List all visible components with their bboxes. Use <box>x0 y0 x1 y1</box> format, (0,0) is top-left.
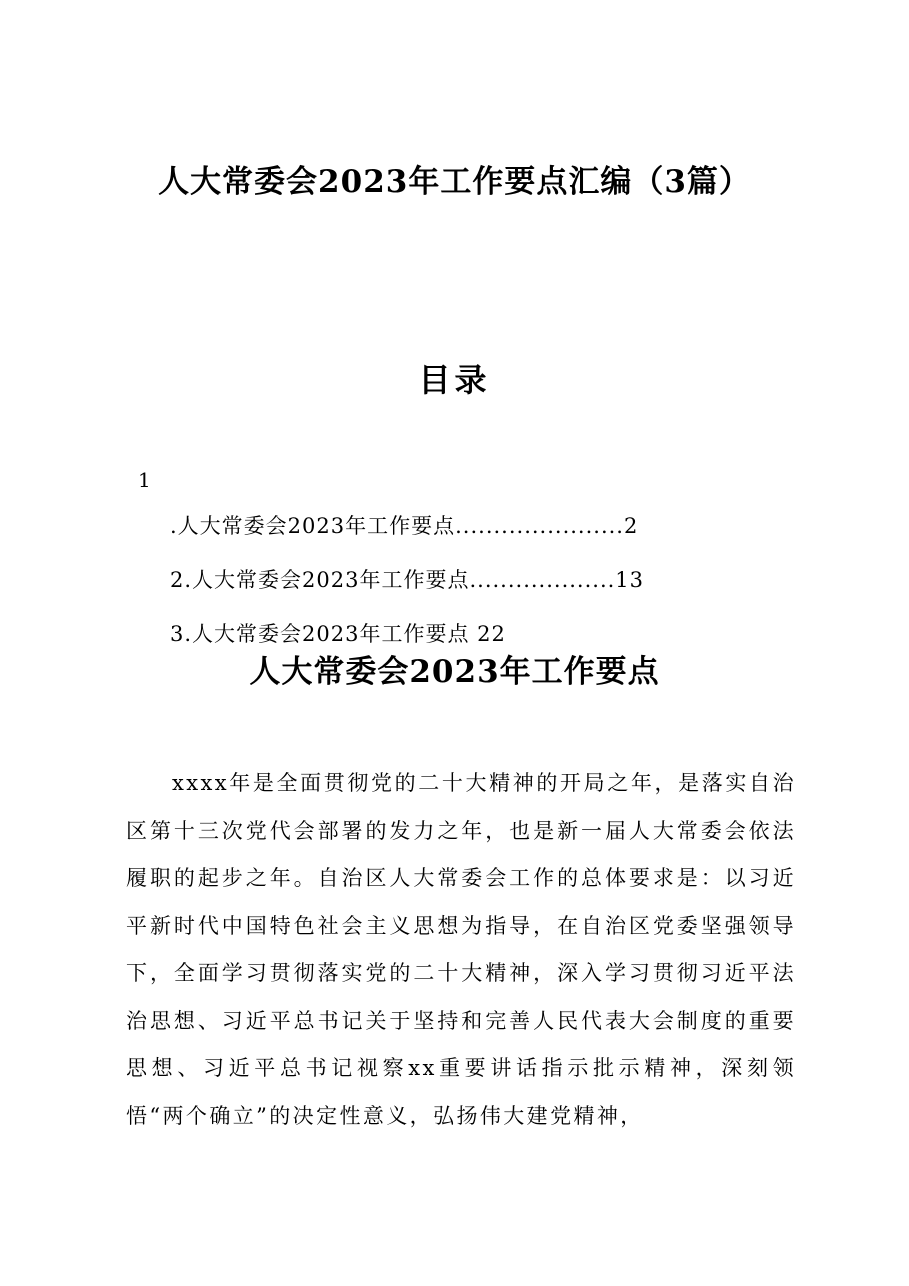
toc-entry-2[interactable]: 2.人大常委会2023年工作要点...................13 <box>170 568 645 592</box>
section-title: 人大常委会2023年工作要点 <box>249 654 660 690</box>
document-title: 人大常委会2023年工作要点汇编（3篇） <box>158 164 751 200</box>
toc-list <box>170 508 780 670</box>
toc-entry-1[interactable]: .人大常委会2023年工作要点......................2 <box>170 514 639 538</box>
toc-heading: 目录 <box>418 361 491 399</box>
toc-entry-3[interactable]: 3.人大常委会2023年工作要点 22 <box>170 622 506 646</box>
toc-number-line: 1 <box>138 468 151 492</box>
body-paragraph: xxxx年是全面贯彻党的二十大精神的开局之年，是落实自治区第十三次党代会部署的发力之年，也是新一届人大常委会依法履职的起步之年。自治区人大常委会工作的总体要求是：以习近平新时代中国特色社会主义思想为指导，在自治区党委坚强领导下，全面学习贯彻落实党的二十大精神，深入学习贯彻习近平法治思想、习近平总书记关于坚持和完善人民代表大会制度的重要思想、习近平总书记视察xx重要讲话指示批示精神，深刻领悟“两个确立”的决定性意义，弘扬伟大建党精神， <box>126 771 796 1128</box>
